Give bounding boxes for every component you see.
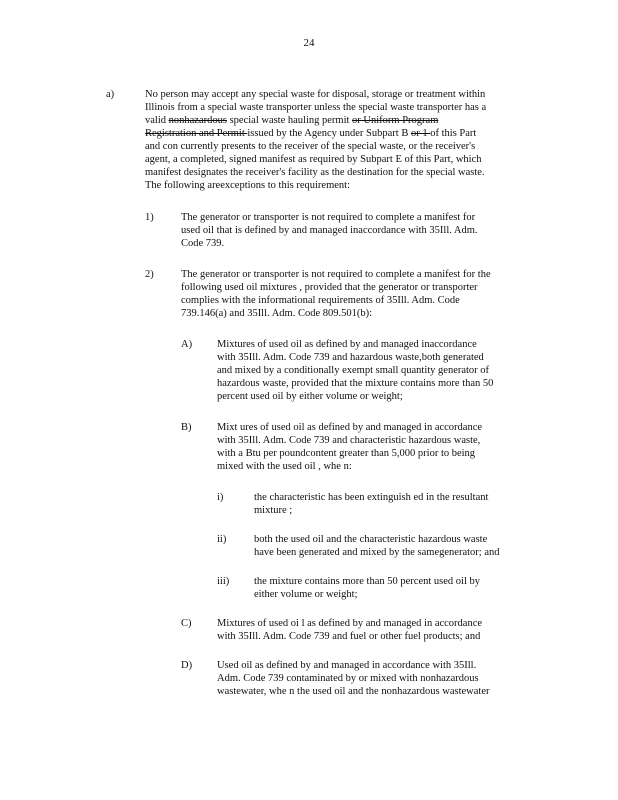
- text-line: following used oil mixtures , provided that the generator or transporter: [181, 282, 478, 293]
- text-line: Adm. Code 739 contaminated by or mixed with nonhazardous: [217, 673, 479, 684]
- item-label: D): [181, 660, 193, 671]
- text-line: complies with the informational requirements of 35Ill. Adm. Code: [181, 295, 460, 306]
- text-segment: valid: [145, 115, 169, 126]
- item-label: i): [217, 492, 224, 503]
- text-line: The following areexceptions to this requirement:: [145, 180, 350, 191]
- struck-text: Registration and Permit: [145, 128, 248, 139]
- text-line: [145, 114, 438, 127]
- text-line: The generator or transporter is not required to complete a manifest for: [181, 212, 476, 223]
- text-line: manifest designates the receiver's facility as the destination for the special waste.: [145, 167, 485, 178]
- text-line: Used oil as defined by and managed in accordance with 35Ill.: [217, 660, 477, 671]
- text-line: have been generated and mixed by the samegenerator; and: [254, 547, 500, 558]
- text-line: with 35Ill. Adm. Code 739 and fuel or other fuel products; and: [217, 631, 481, 642]
- item-label: A): [181, 339, 193, 350]
- text-line: with a Btu per poundcontent greater than 5,000 prior to being: [217, 448, 476, 459]
- struck-text: or Uniform Program: [352, 115, 439, 126]
- text-line: used oil that is defined by and managed inaccordance with 35Ill. Adm.: [181, 225, 478, 236]
- text-segment: issued by the Agency under Subpart B: [247, 128, 411, 139]
- item-label: ii): [217, 534, 227, 545]
- struck-text: or 1: [410, 128, 431, 139]
- text-line: mixture ;: [254, 505, 293, 516]
- text-line: agent, a completed, signed manifest as required by Subpart E of this Part, which: [145, 154, 482, 165]
- text-line: Mixt ures of used oil as defined by and managed in accordance: [217, 422, 483, 433]
- text-line: either volume or weight;: [254, 589, 358, 600]
- text-line: with 35Ill. Adm. Code 739 and hazardous waste,both generated: [217, 352, 484, 363]
- text-line: with 35Ill. Adm. Code 739 and characteristic hazardous waste,: [217, 435, 481, 446]
- text-line: [145, 127, 476, 140]
- text-line: No person may accept any special waste for disposal, storage or treatment within: [145, 89, 486, 100]
- text-line: and con currently presents to the receiver of the special waste, or the receiver's: [145, 141, 476, 152]
- item-label: B): [181, 422, 192, 433]
- text-line: the characteristic has been extinguish ed in the resultant: [254, 492, 489, 503]
- text-line: Code 739.: [181, 238, 225, 249]
- text-line: mixed with the used oil , whe n:: [217, 461, 352, 472]
- text-line: Illinois from a special waste transporter unless the special waste transporter has a: [145, 102, 487, 113]
- text-line: 739.146(a) and 35Ill. Adm. Code 809.501(b):: [181, 308, 373, 319]
- text-line: and mixed by a conditionally exempt small quantity generator of: [217, 365, 490, 376]
- item-label: 1): [145, 212, 154, 223]
- text-line: the mixture contains more than 50 percent used oil by: [254, 576, 480, 587]
- text-line: percent used oil by either volume or weight;: [217, 391, 403, 402]
- text-line: both the used oil and the characteristic hazardous waste: [254, 534, 488, 545]
- item-label: iii): [217, 576, 230, 587]
- text-line: Mixtures of used oil as defined by and managed inaccordance: [217, 339, 477, 350]
- item-label: C): [181, 618, 192, 629]
- text-segment: of this Part: [430, 128, 477, 139]
- text-line: Mixtures of used oi l as defined by and managed in accordance: [217, 618, 483, 629]
- text-segment: special waste hauling permit: [226, 115, 353, 126]
- text-line: wastewater, whe n the used oil and the nonhazardous wastewater: [217, 686, 490, 697]
- page-number: 24: [303, 37, 315, 49]
- item-label: 2): [145, 269, 154, 280]
- text-line: hazardous waste, provided that the mixture contains more than 50: [217, 378, 494, 389]
- struck-text: nonhazardous: [168, 115, 227, 126]
- paragraph-label: a): [106, 89, 115, 100]
- text-line: The generator or transporter is not required to complete a manifest for the: [181, 269, 491, 280]
